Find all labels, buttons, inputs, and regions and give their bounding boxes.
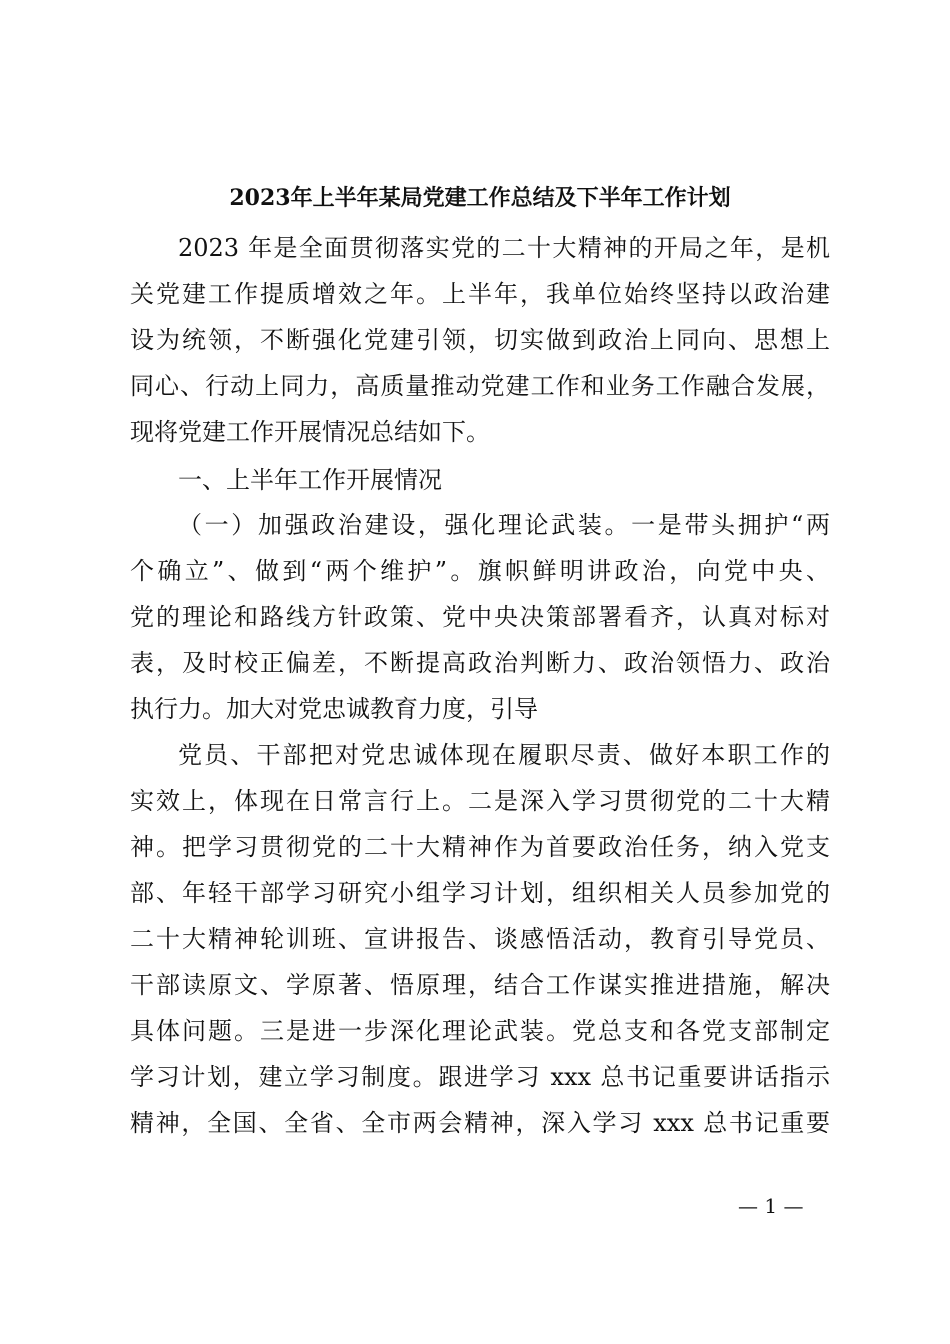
para2-line: 党员、干部把对党忠诚体现在履职尽责、做好本职工作的 [178,741,830,769]
para2-line: 精神，全国、全省、全市两会精神，深入学习 xxx 总书记重要 [130,1109,830,1137]
para2-line: 具体问题。三是进一步深化理论武装。党总支和各党支部制定 [130,1017,830,1045]
document-title: 2023年上半年某局党建工作总结及下半年工作计划 [229,185,731,211]
intro-line: 同心、行动上同力，高质量推动党建工作和业务工作融合发展， [130,372,830,400]
intro-line: 设为统领，不断强化党建引领，切实做到政治上同向、思想上 [130,326,830,354]
para2-line: 干部读原文、学原著、悟原理，结合工作谋实推进措施，解决 [130,971,830,999]
para1-line: （一）加强政治建设，强化理论武装。一是带头拥护“两 [178,511,830,539]
section-heading: 一、上半年工作开展情况 [178,466,442,494]
para1-line: 个确立”、做到“两个维护”。旗帜鲜明讲政治，向党中央、 [130,557,830,585]
para2-line: 学习计划，建立学习制度。跟进学习 xxx 总书记重要讲话指示 [130,1063,830,1091]
intro-line: 2023 年是全面贯彻落实党的二十大精神的开局之年，是机 [178,234,830,262]
intro-line: 现将党建工作开展情况总结如下。 [130,418,490,446]
para1-line: 执行力。加大对党忠诚教育力度，引导 [130,695,538,723]
para2-line: 部、年轻干部学习研究小组学习计划，组织相关人员参加党的 [130,879,830,907]
page-number: — 1 — [738,1194,804,1218]
para2-line: 神。把学习贯彻党的二十大精神作为首要政治任务，纳入党支 [130,833,830,861]
para2-line: 二十大精神轮训班、宣讲报告、谈感悟活动，教育引导党员、 [130,925,830,953]
para1-line: 表，及时校正偏差，不断提高政治判断力、政治领悟力、政治 [130,649,830,677]
para1-line: 党的理论和路线方针政策、党中央决策部署看齐，认真对标对 [130,603,830,631]
intro-line: 关党建工作提质增效之年。上半年，我单位始终坚持以政治建 [130,280,830,308]
para2-line: 实效上，体现在日常言行上。二是深入学习贯彻党的二十大精 [130,787,830,815]
